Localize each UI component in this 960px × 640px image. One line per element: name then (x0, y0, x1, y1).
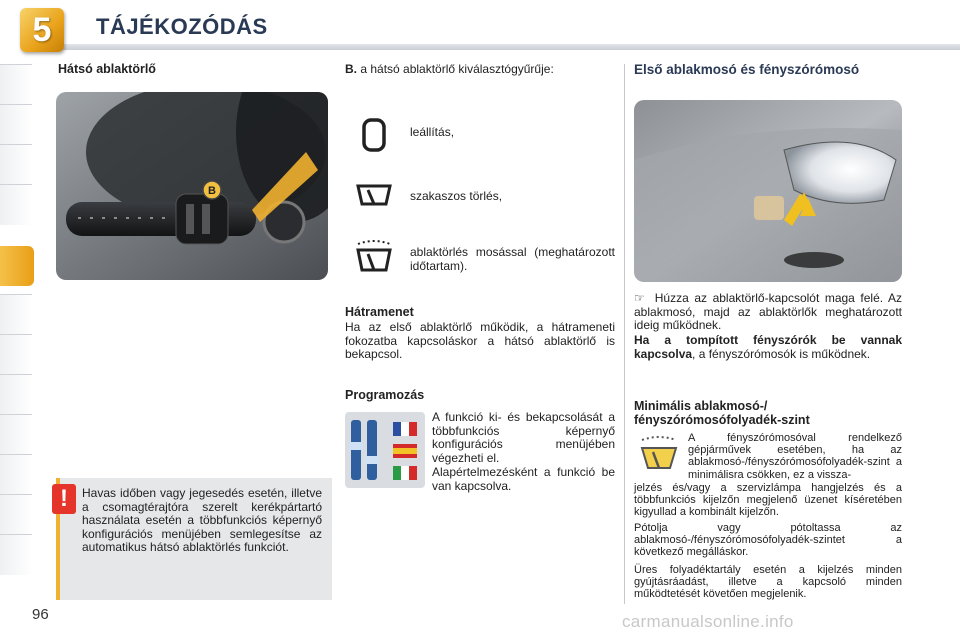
warning-exclamation-icon: ! (52, 484, 76, 514)
programming-heading: Programozás (345, 388, 425, 402)
reverse-gear-heading: Hátramenet (345, 305, 414, 319)
programming-text-1: A funkció ki- és bekapcsolását a többfunkciós képernyő konfigurációs menüjében végezheti el. (432, 410, 615, 465)
side-tab[interactable] (0, 534, 32, 575)
side-tab-strip (0, 64, 36, 574)
pull-stalk-instruction (634, 292, 902, 333)
mode-label-intermittent: szakaszos törlés, (410, 189, 503, 203)
selector-ring-intro (345, 62, 554, 76)
reverse-gear-text: Ha az első ablaktörlő működik, a hátrameneti fokozatba kapcsoláskor a hátsó ablaktörlő is bekapcsol. (345, 320, 615, 361)
min-fluid-text-2: jelzés és/vagy a szervizlámpa hangjelzés és a többfunkciós kijelzőn megjelenő üzenet kíséretében kigyullad a kombinált kijelzőn. (634, 482, 902, 519)
callout-letter-b: B. (345, 62, 357, 76)
side-tab[interactable] (0, 454, 32, 495)
wiper-wash-icon (354, 240, 394, 280)
site-watermark: carmanualsonline.info (622, 612, 794, 631)
side-tab[interactable] (0, 374, 32, 415)
headlamp-note-text: , a fényszórómosók is működnek. (692, 346, 871, 361)
display-config-image (345, 412, 425, 488)
page-number: 96 (32, 606, 49, 623)
chapter-title: TÁJÉKOZÓDÁS (96, 14, 268, 39)
rear-wiper-stalk-photo (56, 92, 328, 280)
warning-note-text: Havas időben vagy jegesedés esetén, illetve a csomagtérajtóra szerelt kerékpártartó használata esetén a többfunkciós képernyő konfigurációs menüjében semlegesítse az automatikus hátsó ablaktörlés funkciót. (82, 486, 322, 554)
min-fluid-text-3: Pótolja vagy pótoltassa az ablakmosó-/fényszórómosófolyadék-szintet a következő megálláskor. (634, 522, 902, 559)
photo-callout-b: B (208, 185, 216, 197)
selector-ring-text: a hátsó ablaktörlő kiválasztógyűrűje: (357, 62, 554, 76)
headlamp-washer-note (634, 334, 902, 361)
side-tab[interactable] (0, 144, 32, 185)
min-fluid-text-4: Üres folyadéktartály esetén a kijelzés minden gyújtásráadást, illetve a kapcsoló minden működtetését követően megjelenik. (634, 564, 902, 601)
chapter-number-badge: 5 (20, 8, 64, 52)
hand-bullet-icon: ☞ (634, 291, 645, 305)
pull-stalk-text: Húzza az ablaktörlő-kapcsolót maga felé. Az ablakmosó, majd az ablaktörlők meghatározott ideig működnek. (634, 291, 902, 332)
side-tab[interactable] (0, 334, 32, 375)
side-tab[interactable] (0, 104, 32, 145)
wiper-intermittent-icon (354, 178, 394, 218)
rear-wiper-heading: Hátsó ablaktörlő (58, 62, 156, 76)
side-tab[interactable] (0, 294, 32, 335)
washer-fluid-warning-icon (636, 434, 682, 476)
side-tab[interactable] (0, 414, 32, 455)
min-fluid-text-1: A fényszórómosóval rendelkező gépjárművek esetében, ha az ablakmosó-/fényszórómosófolyadék-szint a minimálisra csökken, ez a vissza- (688, 432, 902, 481)
headlamp-washer-photo (634, 100, 902, 282)
programming-text-2: Alapértelmezésként a funkció be van kapcsolva. (432, 465, 615, 493)
header-rule (60, 44, 960, 50)
mode-label-off: leállítás, (410, 125, 455, 139)
side-tab[interactable] (0, 184, 32, 225)
front-washer-heading: Első ablakmosó és fényszórómosó (634, 62, 860, 77)
min-fluid-heading: Minimális ablakmosó-/ fényszórómosófolyadék-szint (634, 399, 810, 427)
wiper-off-icon (354, 116, 394, 156)
headlamp-note-bold: Ha a tompított fényszórók be vannak kapcsolva (634, 333, 902, 361)
column-divider (624, 64, 625, 604)
side-tab[interactable] (0, 64, 32, 105)
side-tab-active[interactable] (0, 246, 34, 286)
mode-label-wash: ablaktörlés mosással (meghatározott időtartam). (410, 245, 615, 273)
side-tab[interactable] (0, 494, 32, 535)
